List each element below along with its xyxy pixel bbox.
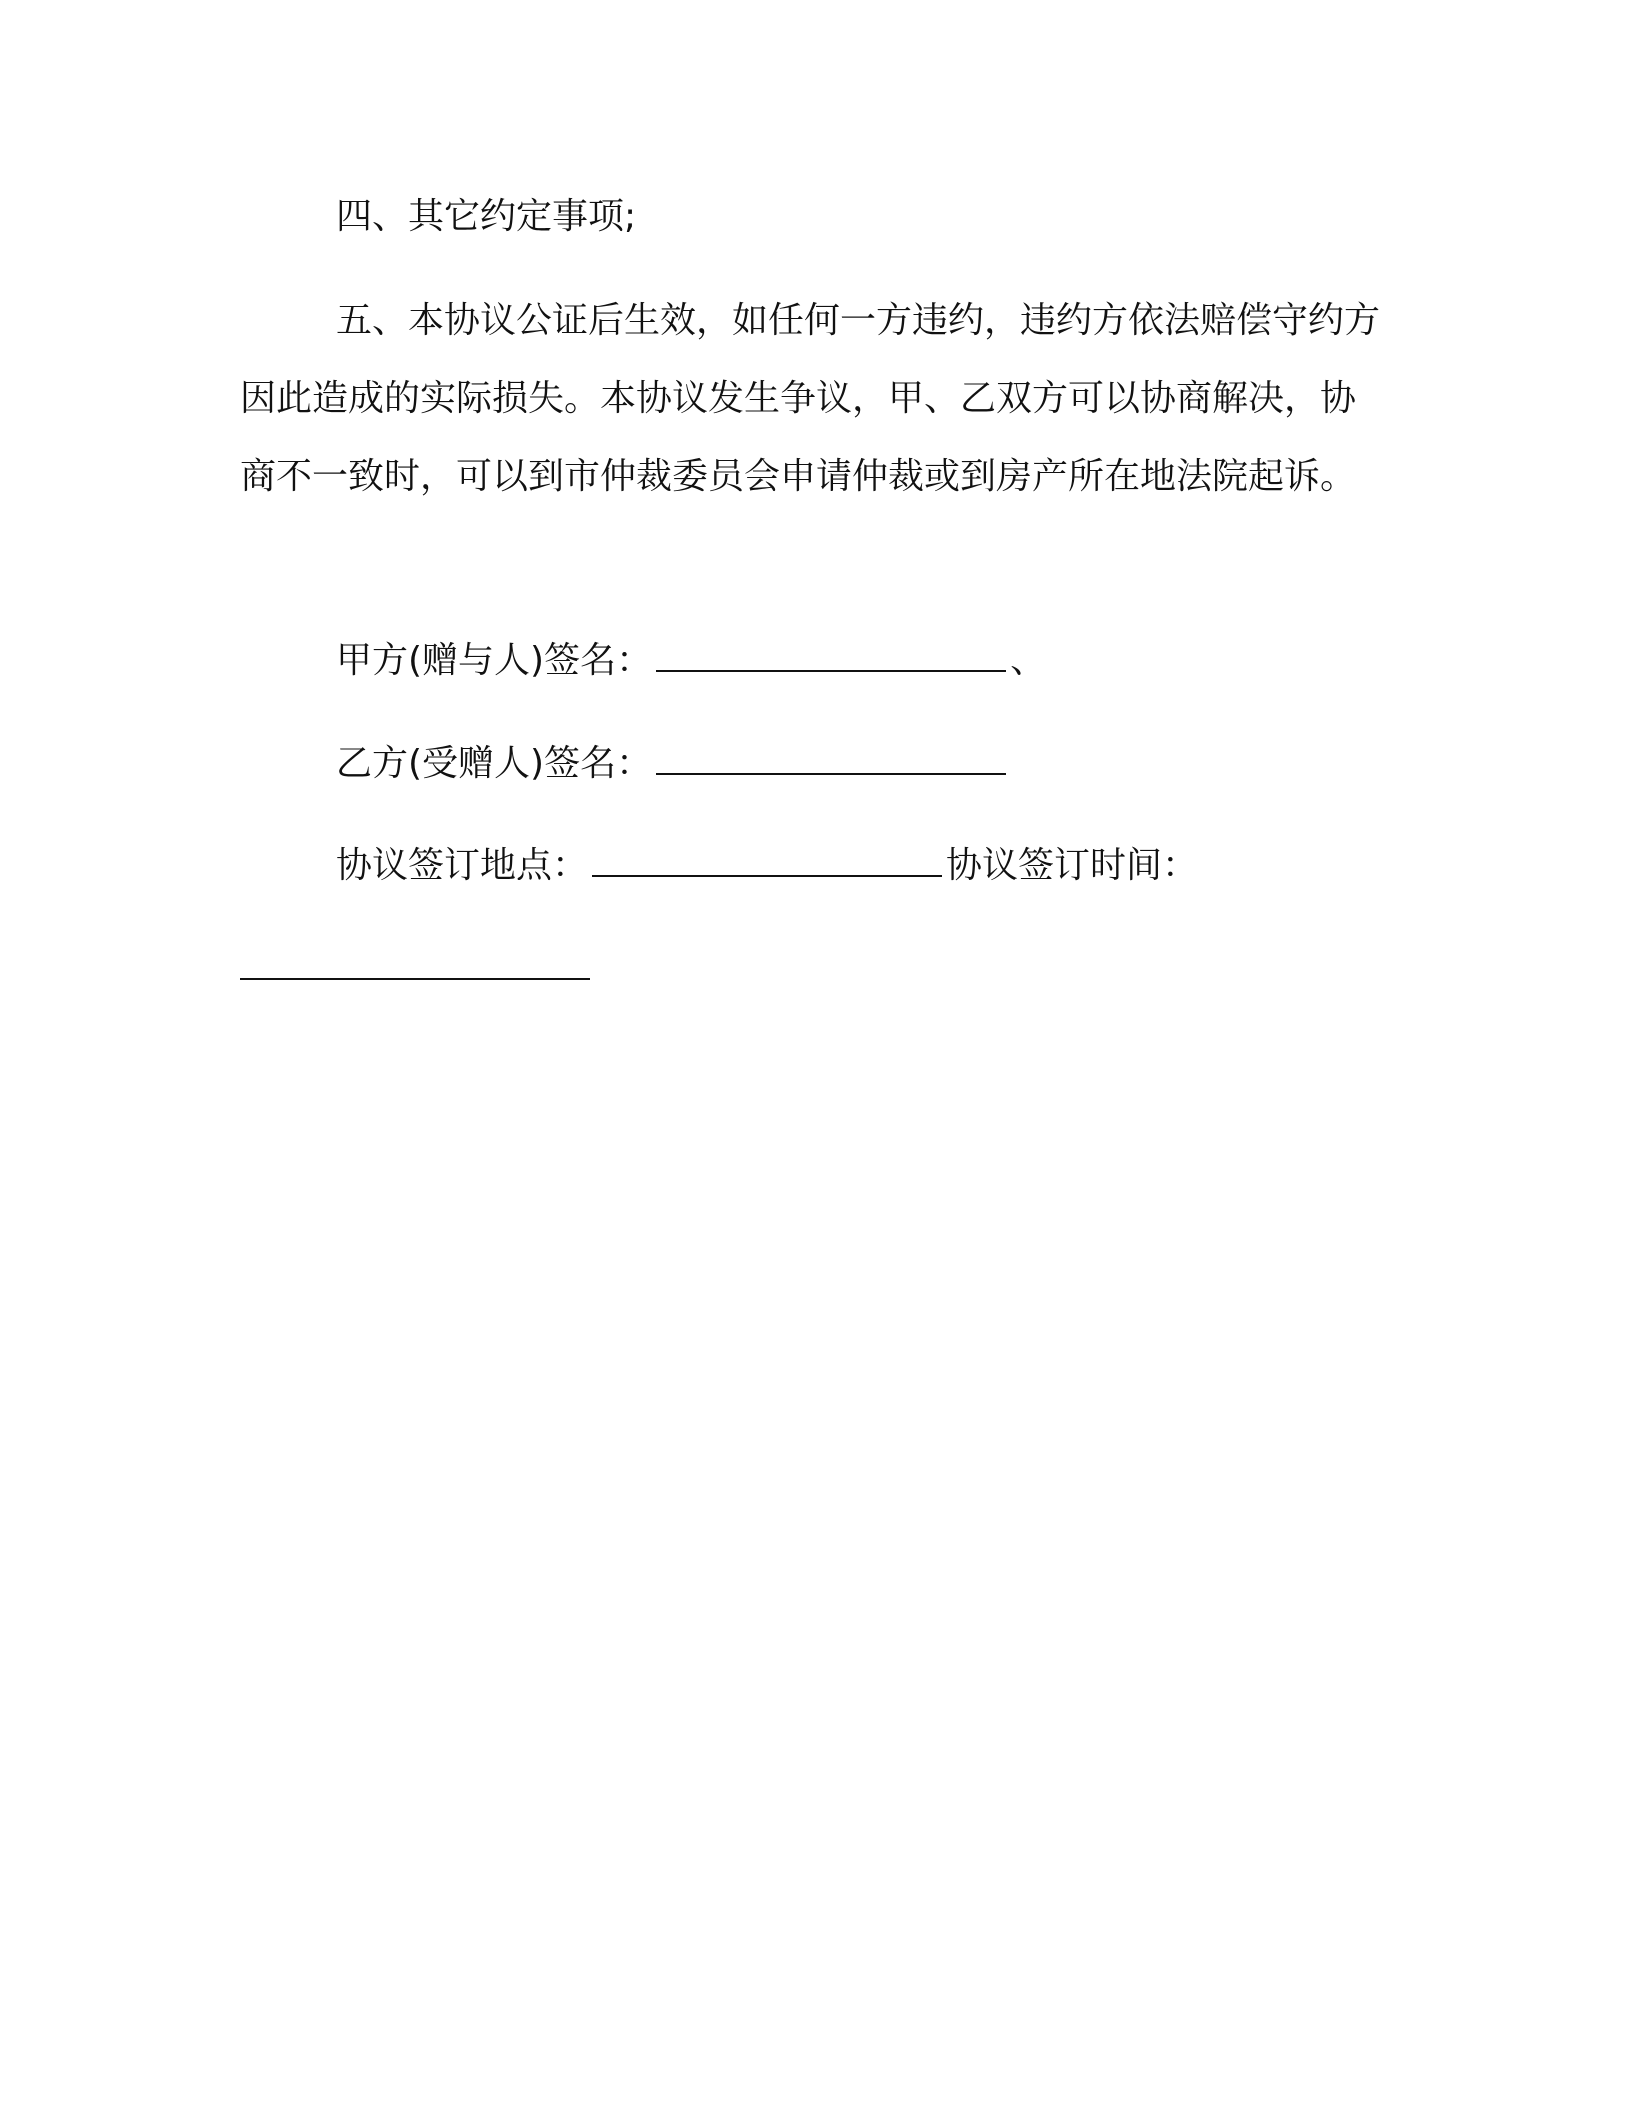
clause-five: 五、本协议公证后生效，如任何一方违约，违约方依法赔偿守约方因此造成的实际损失。本协议发生争议，甲、乙双方可以协商解决，协商不一致时，可以到市仲裁委员会申请仲裁或到房产所在地法院起诉。 xyxy=(240,300,1381,497)
party-a-label: 甲方(赠与人)签名： xyxy=(336,640,653,681)
clause-four: 四、其它约定事项; xyxy=(336,196,637,237)
party-a-suffix: 、 xyxy=(1010,640,1047,681)
party-b-signature-line xyxy=(656,735,1006,775)
signing-place-row xyxy=(240,827,1390,905)
signing-time-label: 协议签订时间： xyxy=(946,845,1199,886)
party-a-signature-row xyxy=(240,622,1390,700)
signing-time-line xyxy=(240,940,590,980)
party-a-signature-line xyxy=(656,632,1006,672)
party-b-label: 乙方(受赠人)签名： xyxy=(336,743,653,784)
signing-time-row xyxy=(240,930,1390,1008)
signing-place-label: 协议签订地点： xyxy=(336,845,589,886)
signing-place-line xyxy=(592,837,942,877)
party-b-signature-row xyxy=(240,725,1390,803)
